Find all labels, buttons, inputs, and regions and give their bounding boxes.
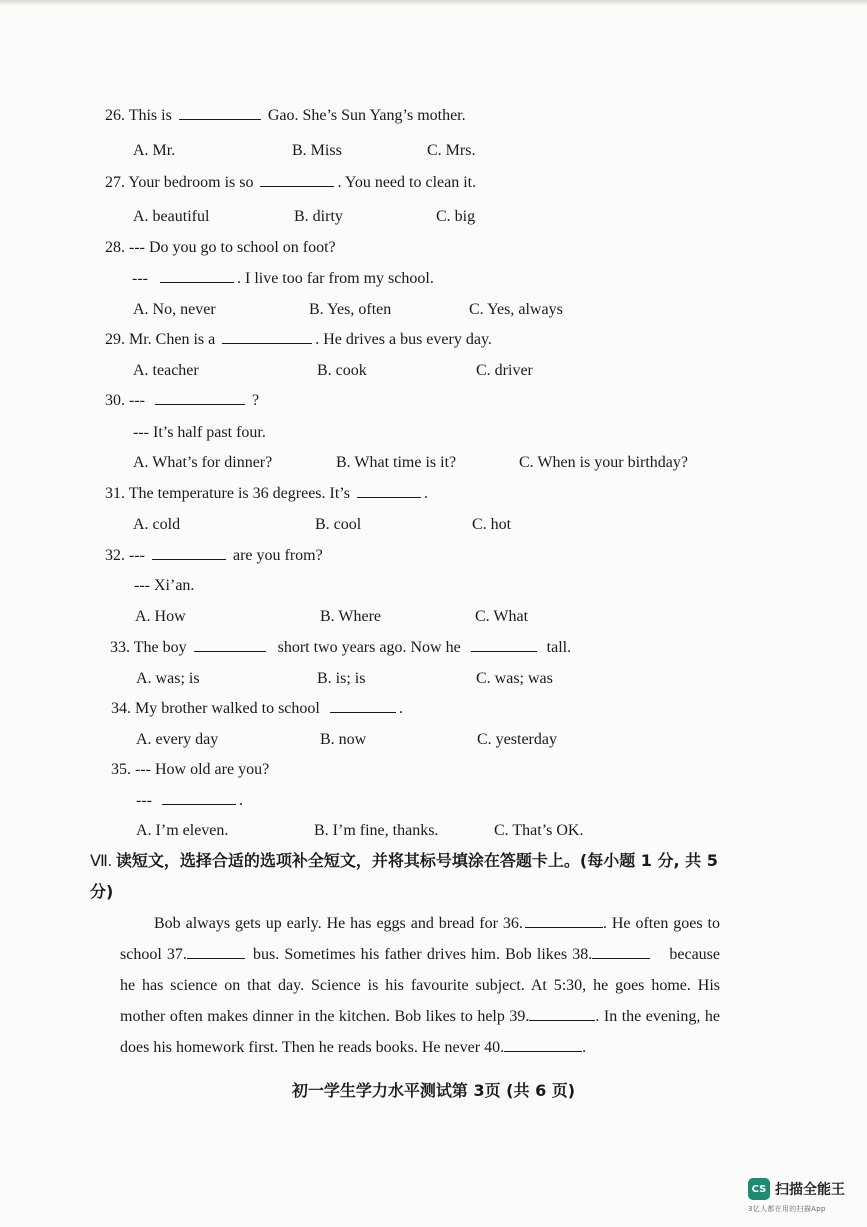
- answer-blank-37: [187, 946, 245, 959]
- question-31: [105, 485, 428, 503]
- option-a: A. How: [135, 608, 186, 625]
- question-text: 35. --- How old are you?: [111, 761, 270, 778]
- question-text: . I live too far from my school.: [236, 270, 434, 287]
- question-text: . He drives a bus every day.: [315, 331, 492, 348]
- answer-blank: [194, 639, 266, 652]
- question-27: [105, 174, 476, 192]
- option-c: C. Mrs.: [427, 142, 476, 159]
- scanner-tagline: 3亿人都在用的扫描App: [748, 1205, 826, 1213]
- option-c: C. What: [475, 608, 529, 625]
- scanner-logo-icon: CS: [748, 1178, 770, 1200]
- passage-text: . He often goes to school 37.: [120, 915, 720, 963]
- option-c: C. hot: [472, 516, 512, 533]
- question-30: [105, 392, 259, 410]
- option-c: C. When is your birthday?: [519, 454, 689, 471]
- question-text: . You need to clean it.: [337, 174, 477, 191]
- question-29: [105, 331, 492, 349]
- question-text: --- Xi’an.: [134, 577, 195, 594]
- question-text: are you from?: [232, 547, 323, 564]
- section-number: Ⅶ.: [90, 853, 112, 870]
- page-footer: 初一学生学力水平测试第 3页 (共 6 页): [291, 1081, 576, 1100]
- question-33: [110, 639, 571, 657]
- option-a: A. every day: [136, 731, 219, 748]
- question-text: 27. Your bedroom is so: [105, 174, 254, 191]
- answer-blank: [155, 392, 245, 405]
- question-text: .: [398, 700, 403, 717]
- section-heading: [90, 846, 730, 907]
- passage-text: . In the evening, he does his homework first. Then he reads books. He never 40.: [120, 1008, 721, 1056]
- option-b: B. now: [320, 731, 367, 748]
- option-b: B. I’m fine, thanks.: [314, 822, 439, 839]
- answer-blank: [152, 547, 226, 560]
- answer-blank: [260, 174, 334, 187]
- option-a: A. cold: [133, 516, 181, 533]
- question-text: .: [238, 792, 243, 809]
- section-instructions: 读短文，选择合适的选项补全短文，并将其标号填涂在答题卡上。(每小题 1 分, 共 5分): [90, 851, 718, 901]
- answer-blank: [330, 700, 396, 713]
- answer-blank-39: [529, 1008, 595, 1021]
- question-text: 28. --- Do you go to school on foot?: [105, 239, 336, 256]
- question-text: tall.: [546, 639, 572, 656]
- answer-blank-36: [525, 915, 603, 928]
- answer-blank: [160, 270, 234, 283]
- question-26: [105, 107, 466, 125]
- option-a: A. teacher: [133, 362, 199, 379]
- question-32: [105, 547, 323, 565]
- question-text: .: [423, 485, 428, 502]
- question-text: 34. My brother walked to school: [111, 700, 320, 717]
- option-b: B. Where: [320, 608, 382, 625]
- option-b: B. What time is it?: [336, 454, 457, 471]
- answer-blank: [471, 639, 537, 652]
- question-text: ?: [251, 392, 260, 409]
- option-c: C. yesterday: [477, 731, 557, 748]
- answer-blank: [162, 792, 236, 805]
- answer-blank-38: [592, 946, 650, 959]
- option-b: B. cool: [315, 516, 362, 533]
- option-a: A. I’m eleven.: [136, 822, 229, 839]
- answer-blank: [222, 331, 312, 344]
- question-text: short two years ago. Now he: [277, 639, 461, 656]
- option-b: B. is; is: [317, 670, 366, 687]
- option-b: B. cook: [317, 362, 367, 379]
- option-c: C. Yes, always: [469, 301, 563, 318]
- passage-text: .: [582, 1039, 587, 1056]
- scanner-app-name: 扫描全能王: [775, 1182, 845, 1198]
- question-32-line2: [134, 577, 194, 595]
- question-text: --- It’s half past four.: [133, 424, 266, 441]
- option-a: A. beautiful: [133, 208, 210, 225]
- answer-blank: [357, 485, 421, 498]
- option-c: C. big: [436, 208, 476, 225]
- question-text: 31. The temperature is 36 degrees. It’s: [105, 485, 350, 502]
- question-text: 32. ---: [105, 547, 145, 564]
- question-text: ---: [136, 792, 152, 809]
- passage-text: because he has science on that day. Science is his favourite subject. At 5:30, he goes home. His mother often makes dinner in the kitchen. Bob likes to help 39.: [120, 946, 720, 1025]
- scan-edge: [0, 0, 867, 6]
- question-35: [111, 761, 269, 779]
- question-35-line2: [136, 792, 243, 810]
- option-a: A. was; is: [136, 670, 200, 687]
- question-28: [105, 239, 336, 257]
- answer-blank: [179, 107, 261, 120]
- option-b: B. Miss: [292, 142, 342, 159]
- option-b: B. Yes, often: [309, 301, 392, 318]
- question-text: Gao. She’s Sun Yang’s mother.: [267, 107, 466, 124]
- option-a: A. Mr.: [133, 142, 176, 159]
- question-text: 30. ---: [105, 392, 145, 409]
- option-a: A. No, never: [133, 301, 216, 318]
- option-c: C. driver: [476, 362, 533, 379]
- option-c: C. was; was: [476, 670, 553, 687]
- question-30-line2: [133, 424, 266, 442]
- question-text: 33. The boy: [110, 639, 187, 656]
- question-34: [111, 700, 403, 718]
- option-c: C. That’s OK.: [494, 822, 584, 839]
- question-text: 26. This is: [105, 107, 172, 124]
- question-28-line2: [132, 270, 434, 288]
- question-text: 29. Mr. Chen is a: [105, 331, 216, 348]
- cloze-passage: [120, 908, 720, 1063]
- option-b: B. dirty: [294, 208, 343, 225]
- question-text: ---: [132, 270, 148, 287]
- passage-text: Bob always gets up early. He has eggs and bread for 36.: [154, 915, 523, 932]
- answer-blank-40: [504, 1039, 582, 1052]
- passage-text: bus. Sometimes his father drives him. Bob likes 38.: [253, 946, 593, 963]
- option-a: A. What’s for dinner?: [133, 454, 273, 471]
